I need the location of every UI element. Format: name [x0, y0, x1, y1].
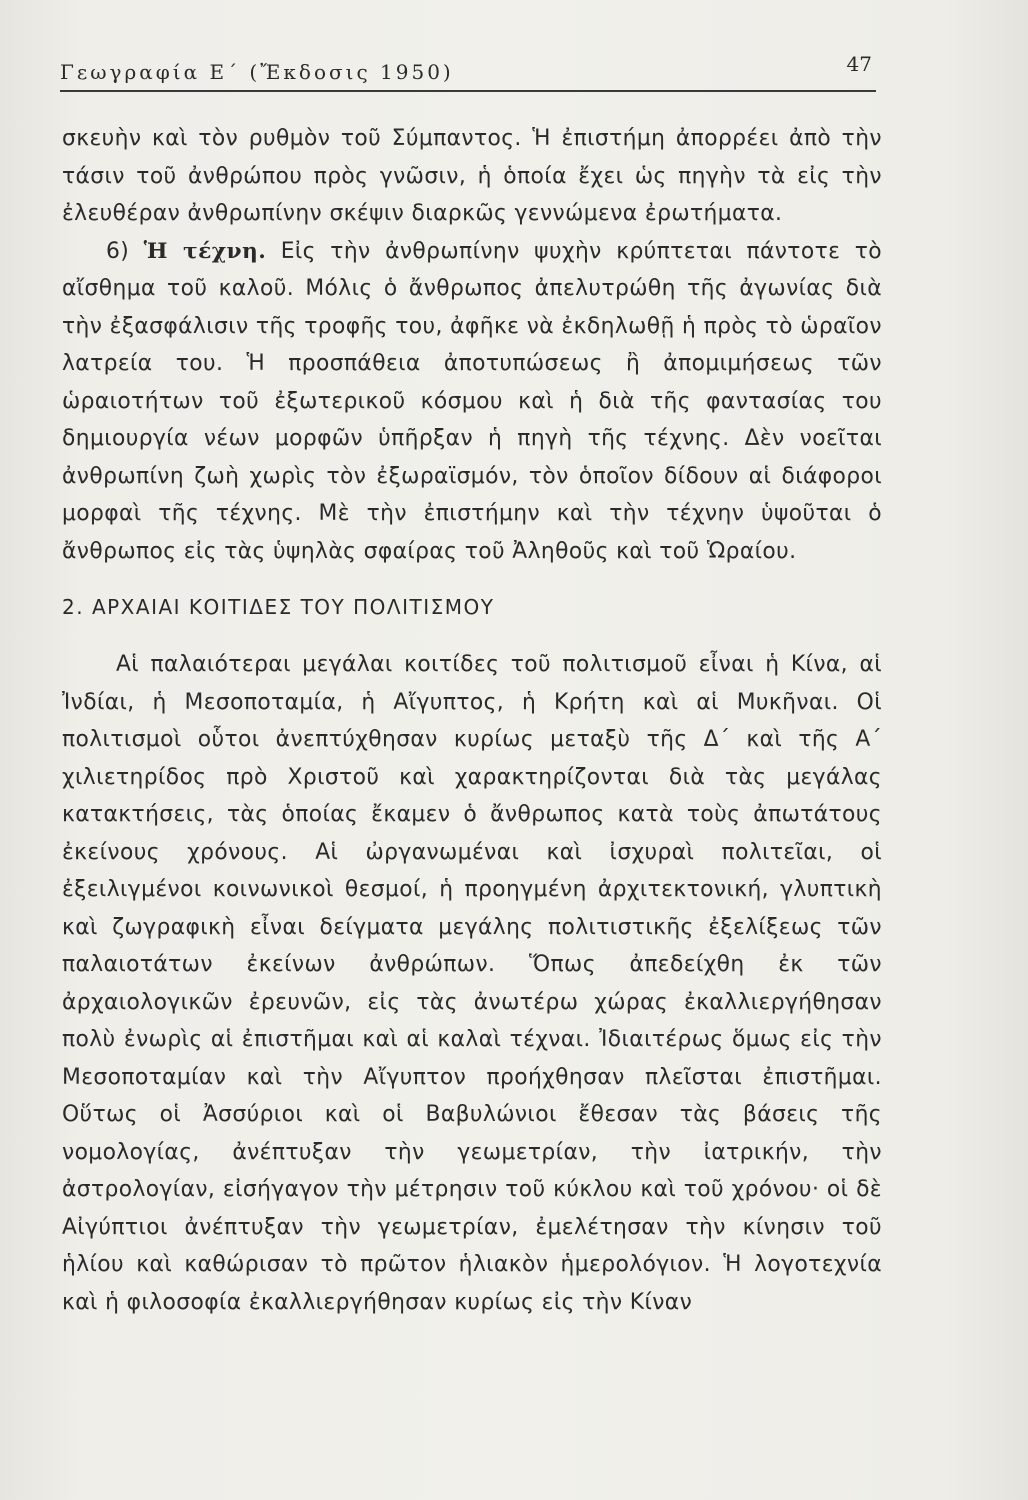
paragraph-art-text: Εἰς τὴν ἀνθρωπίνην ψυχὴν κρύπτεται πάντοτε τὸ αἴσθημα τοῦ καλοῦ. Μόλις ὁ ἄνθρωπος ἀπελυτρώθη τῆς ἀγωνίας διὰ τὴν ἐξασφάλισιν τῆς τροφῆς του, ἀφῆκε νὰ ἐκδηλωθῇ ἡ πρὸς τὸ ὡραῖον λατρεία του. Ἡ προσπάθεια ἀποτυπώσεως ἢ ἀπομιμήσεως τῶν ὡραιοτήτων τοῦ ἐξωτερικοῦ κόσμου καὶ ἡ διὰ τῆς φαντασίας του δημιουργία νέων μορφῶν ὑπῆρξαν ἡ πηγὴ τῆς τέχνης. Δὲν νοεῖται ἀνθρωπίνη ζωὴ χωρὶς τὸν ἐξωραϊσμόν, τὸν ὁποῖον δίδουν αἱ διάφοροι μορφαὶ τῆς τέχνης. Μὲ τὴν ἐπιστήμην καὶ τὴν τέχνην ὑψοῦται ὁ ἄνθρωπος εἰς τὰς ὑψηλὰς σφαίρας τοῦ Ἀληθοῦς καὶ τοῦ Ὡραίου. [62, 238, 882, 564]
paragraph-art [62, 233, 882, 571]
page-number: 47 [846, 52, 872, 76]
item-heading: Ἡ τέχνη. [143, 238, 267, 264]
running-title: Γεωγραφία Ε΄ (Ἔκδοσις 1950) [60, 60, 454, 84]
paragraph-continuation: σκευὴν καὶ τὸν ρυθμὸν τοῦ Σύμπαντος. Ἡ ἐπιστήμη ἀπορρέει ἀπὸ τὴν τάσιν τοῦ ἀνθρώπου πρὸς γνῶσιν, ἡ ὁποία ἔχει ὡς πηγὴν τὰ εἰς τὴν ἐλευθέραν ἀνθρωπίνην σκέψιν διαρκῶς γεννώμενα ἐρωτήματα. [62, 126, 882, 226]
running-header [60, 50, 876, 92]
paragraph-cradles: Αἱ παλαιότεραι μεγάλαι κοιτίδες τοῦ πολιτισμοῦ εἶναι ἡ Κίνα, αἱ Ἰνδίαι, ἡ Μεσοποταμία, ἡ Αἴγυπτος, ἡ Κρήτη καὶ αἱ Μυκῆναι. Οἱ πολιτισμοὶ οὗτοι ἀνεπτύχθησαν κυρίως μεταξὺ τῆς Δ΄ καὶ τῆς Α΄ χιλιετηρίδος πρὸ Χριστοῦ καὶ χαρακτηρίζονται διὰ τὰς μεγάλας κατακτήσεις, τὰς ὁποίας ἔκαμεν ὁ ἄνθρωπος κατὰ τοὺς ἀπωτάτους ἐκείνους χρόνους. Αἱ ὠργανωμέναι καὶ ἰσχυραὶ πολιτεῖαι, οἱ ἐξειλιγμένοι κοινωνικοὶ θεσμοί, ἡ προηγμένη ἀρχιτεκτονική, γλυπτικὴ καὶ ζωγραφικὴ εἶναι δείγματα μεγάλης πολιτιστικῆς ἐξελίξεως τῶν παλαιοτάτων ἐκείνων ἀνθρώπων. Ὅπως ἀπεδείχθη ἐκ τῶν ἀρχαιολογικῶν ἐρευνῶν, εἰς τὰς ἀνωτέρω χώρας ἐκαλλιεργήθησαν πολὺ ἐνωρὶς αἱ ἐπιστῆμαι καὶ αἱ καλαὶ τέχναι. Ἰδιαιτέρως ὅμως εἰς τὴν Μεσοποταμίαν καὶ τὴν Αἴγυπτον προήχθησαν πλεῖσται ἐπιστῆμαι. Οὕτως οἱ Ἀσσύριοι καὶ οἱ Βαβυλώνιοι ἔθεσαν τὰς βάσεις τῆς νομολογίας, ἀνέπτυξαν τὴν γεωμετρίαν, τὴν ἰατρικήν, τὴν ἀστρολογίαν, εἰσήγαγον τὴν μέτρησιν τοῦ κύκλου καὶ τοῦ χρόνου· οἱ δὲ Αἰγύπτιοι ἀνέπτυξαν τὴν γεωμετρίαν, ἐμελέτησαν τὴν κίνησιν τοῦ ἡλίου καὶ καθώρισαν τὸ πρῶτον ἡλιακὸν ἡμερολόγιον. Ἡ λογοτεχνία καὶ ἡ φιλοσοφία ἐκαλλιεργήθησαν κυρίως εἰς τὴν Κίναν [62, 652, 882, 1315]
item-number: 6) [106, 238, 130, 264]
section-heading: 2. ΑΡΧΑΙΑΙ ΚΟΙΤΙΔΕΣ ΤΟΥ ΠΟΛΙΤΙΣΜΟΥ [62, 595, 495, 619]
body-text [62, 120, 882, 1321]
